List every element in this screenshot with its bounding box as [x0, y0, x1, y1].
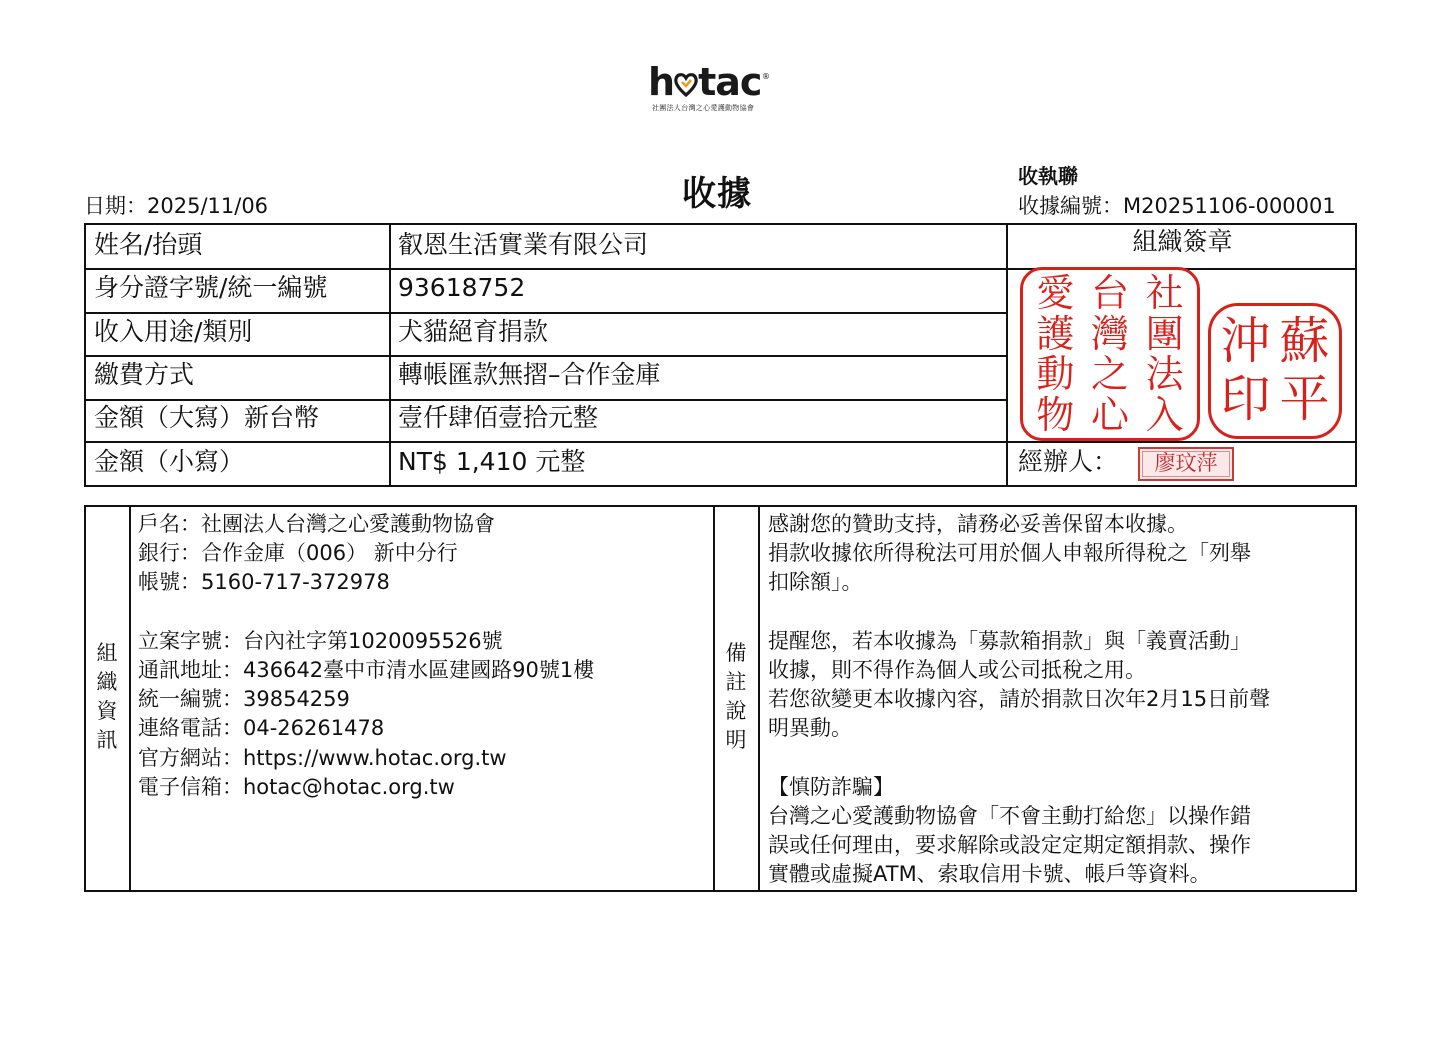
- registered-mark: ®: [762, 72, 770, 81]
- note-line: 收據，則不得作為個人或公司抵稅之用。: [768, 657, 1146, 682]
- blank-line: [138, 598, 594, 627]
- contact-email: 電子信箱：hotac@hotac.org.tw: [138, 774, 455, 799]
- seal-char: 灣: [1091, 311, 1130, 356]
- handler-stamp: 廖玟萍: [1138, 447, 1234, 481]
- seal-char: 物: [1036, 392, 1075, 437]
- note-line: 提醒您，若本收據為「募款箱捐款」與「義賣活動」: [768, 628, 1251, 653]
- seal-char: 護: [1036, 311, 1075, 356]
- mailing-address: 通訊地址：436642臺中市清水區建國路90號1樓: [138, 657, 595, 682]
- amount-words-label: 金額（大寫）新台幣: [94, 403, 320, 432]
- official-website: 官方網站：https://www.hotac.org.tw: [138, 745, 507, 770]
- hotac-logo: [648, 60, 778, 114]
- row-divider: [86, 441, 1355, 443]
- seal-char: 蘇: [1279, 312, 1330, 370]
- receipt-date: 日期：2025/11/06: [84, 194, 269, 218]
- seal-char: 之: [1091, 352, 1130, 396]
- amount-figures-value: NT$ 1,410 元整: [398, 447, 586, 476]
- seal-char: 愛: [1036, 271, 1075, 315]
- id-number-value: 93618752: [398, 273, 526, 302]
- note-line: 誤或任何理由，要求解除或設定定期定額捐款、操作: [768, 833, 1251, 858]
- seal-char: 台: [1091, 271, 1130, 315]
- seal-char: 印: [1220, 370, 1271, 428]
- row-divider: [86, 399, 1006, 401]
- seal-char: 團: [1145, 311, 1184, 356]
- notes-section-label: 備註說明: [725, 641, 747, 752]
- name-label: 姓名/抬頭: [94, 230, 203, 259]
- notes-list: [768, 510, 1270, 889]
- receipt-details-table: [84, 223, 1357, 487]
- note-line: 實體或虛擬ATM、索取信用卡號、帳戶等資料。: [768, 862, 1211, 887]
- note-line: 捐款收據依所得稅法可用於個人申報所得稅之「列舉: [768, 541, 1251, 566]
- account-number: 帳號：5160-717-372978: [138, 570, 390, 595]
- purpose-label: 收入用途/類別: [94, 317, 253, 346]
- bank-name: 銀行：合作金庫（006） 新中分行: [138, 541, 458, 566]
- note-line: 扣除額」。: [768, 570, 863, 595]
- payment-method-label: 繳費方式: [94, 360, 195, 389]
- org-info-section-label: 組織資訊: [96, 641, 118, 752]
- seal-char: 動: [1036, 352, 1075, 396]
- note-line: 台灣之心愛護動物協會「不會主動打給您」以操作錯: [768, 803, 1251, 828]
- registration-number: 立案字號：台內社字第1020095526號: [138, 628, 503, 653]
- logo-wordmark: [648, 62, 761, 102]
- payment-method-value: 轉帳匯款無摺–合作金庫: [398, 360, 661, 389]
- note-line: 明異動。: [768, 716, 852, 741]
- name-value: 叡恩生活實業有限公司: [398, 230, 649, 259]
- handler-label: 經辦人：: [1018, 447, 1119, 476]
- id-number-label: 身分證字號/統一編號: [94, 273, 328, 302]
- blank-line: [768, 598, 1270, 627]
- account-name: 戶名：社團法人台灣之心愛護動物協會: [138, 512, 495, 536]
- amount-figures-label: 金額（小寫）: [94, 447, 245, 476]
- logo-text-tac: tac: [698, 60, 762, 104]
- representative-seal: [1208, 303, 1342, 439]
- seal-char: 社: [1145, 271, 1184, 315]
- organization-seal: [1020, 267, 1200, 441]
- logo-subtitle: 社團法人台灣之心愛護動物協會: [652, 104, 755, 112]
- seal-char: 入: [1145, 392, 1184, 437]
- amount-words-value: 壹仟肆佰壹拾元整: [398, 403, 599, 432]
- logo-text-h: h: [648, 60, 675, 104]
- note-line: 若您欲變更本收據內容，請於捐款日次年2月15日前聲: [768, 687, 1271, 712]
- column-divider: [758, 507, 760, 890]
- org-info-list: [138, 510, 594, 802]
- column-divider: [713, 507, 715, 890]
- seal-char: 沖: [1220, 312, 1271, 370]
- receipt-number: 收據編號：M20251106-000001: [1018, 194, 1336, 218]
- note-line: 感謝您的贊助支持，請務必妥善保留本收據。: [768, 512, 1188, 536]
- seal-border: [1020, 267, 1200, 441]
- heart-paw-icon: [674, 64, 698, 90]
- seal-border: [1208, 303, 1342, 439]
- document-title: 收據: [682, 174, 752, 214]
- row-divider: [86, 268, 1006, 270]
- contact-phone: 連絡電話：04-26261478: [138, 716, 385, 741]
- fraud-warning-title: 【慎防詐騙】: [768, 774, 894, 799]
- seal-char: 心: [1091, 392, 1130, 437]
- row-divider: [86, 312, 1006, 314]
- seal-char: 平: [1279, 370, 1330, 428]
- purpose-value: 犬貓絕育捐款: [398, 317, 549, 346]
- org-tax-id: 統一編號：39854259: [138, 687, 350, 712]
- row-divider: [86, 355, 1006, 357]
- seal-char: 法: [1145, 352, 1184, 396]
- blank-line: [768, 744, 1270, 773]
- column-divider: [129, 507, 131, 890]
- seal-header: 組織簽章: [1132, 227, 1233, 256]
- column-divider: [1006, 225, 1008, 485]
- copy-label: 收執聯: [1018, 164, 1078, 188]
- organization-notes-table: [84, 505, 1357, 892]
